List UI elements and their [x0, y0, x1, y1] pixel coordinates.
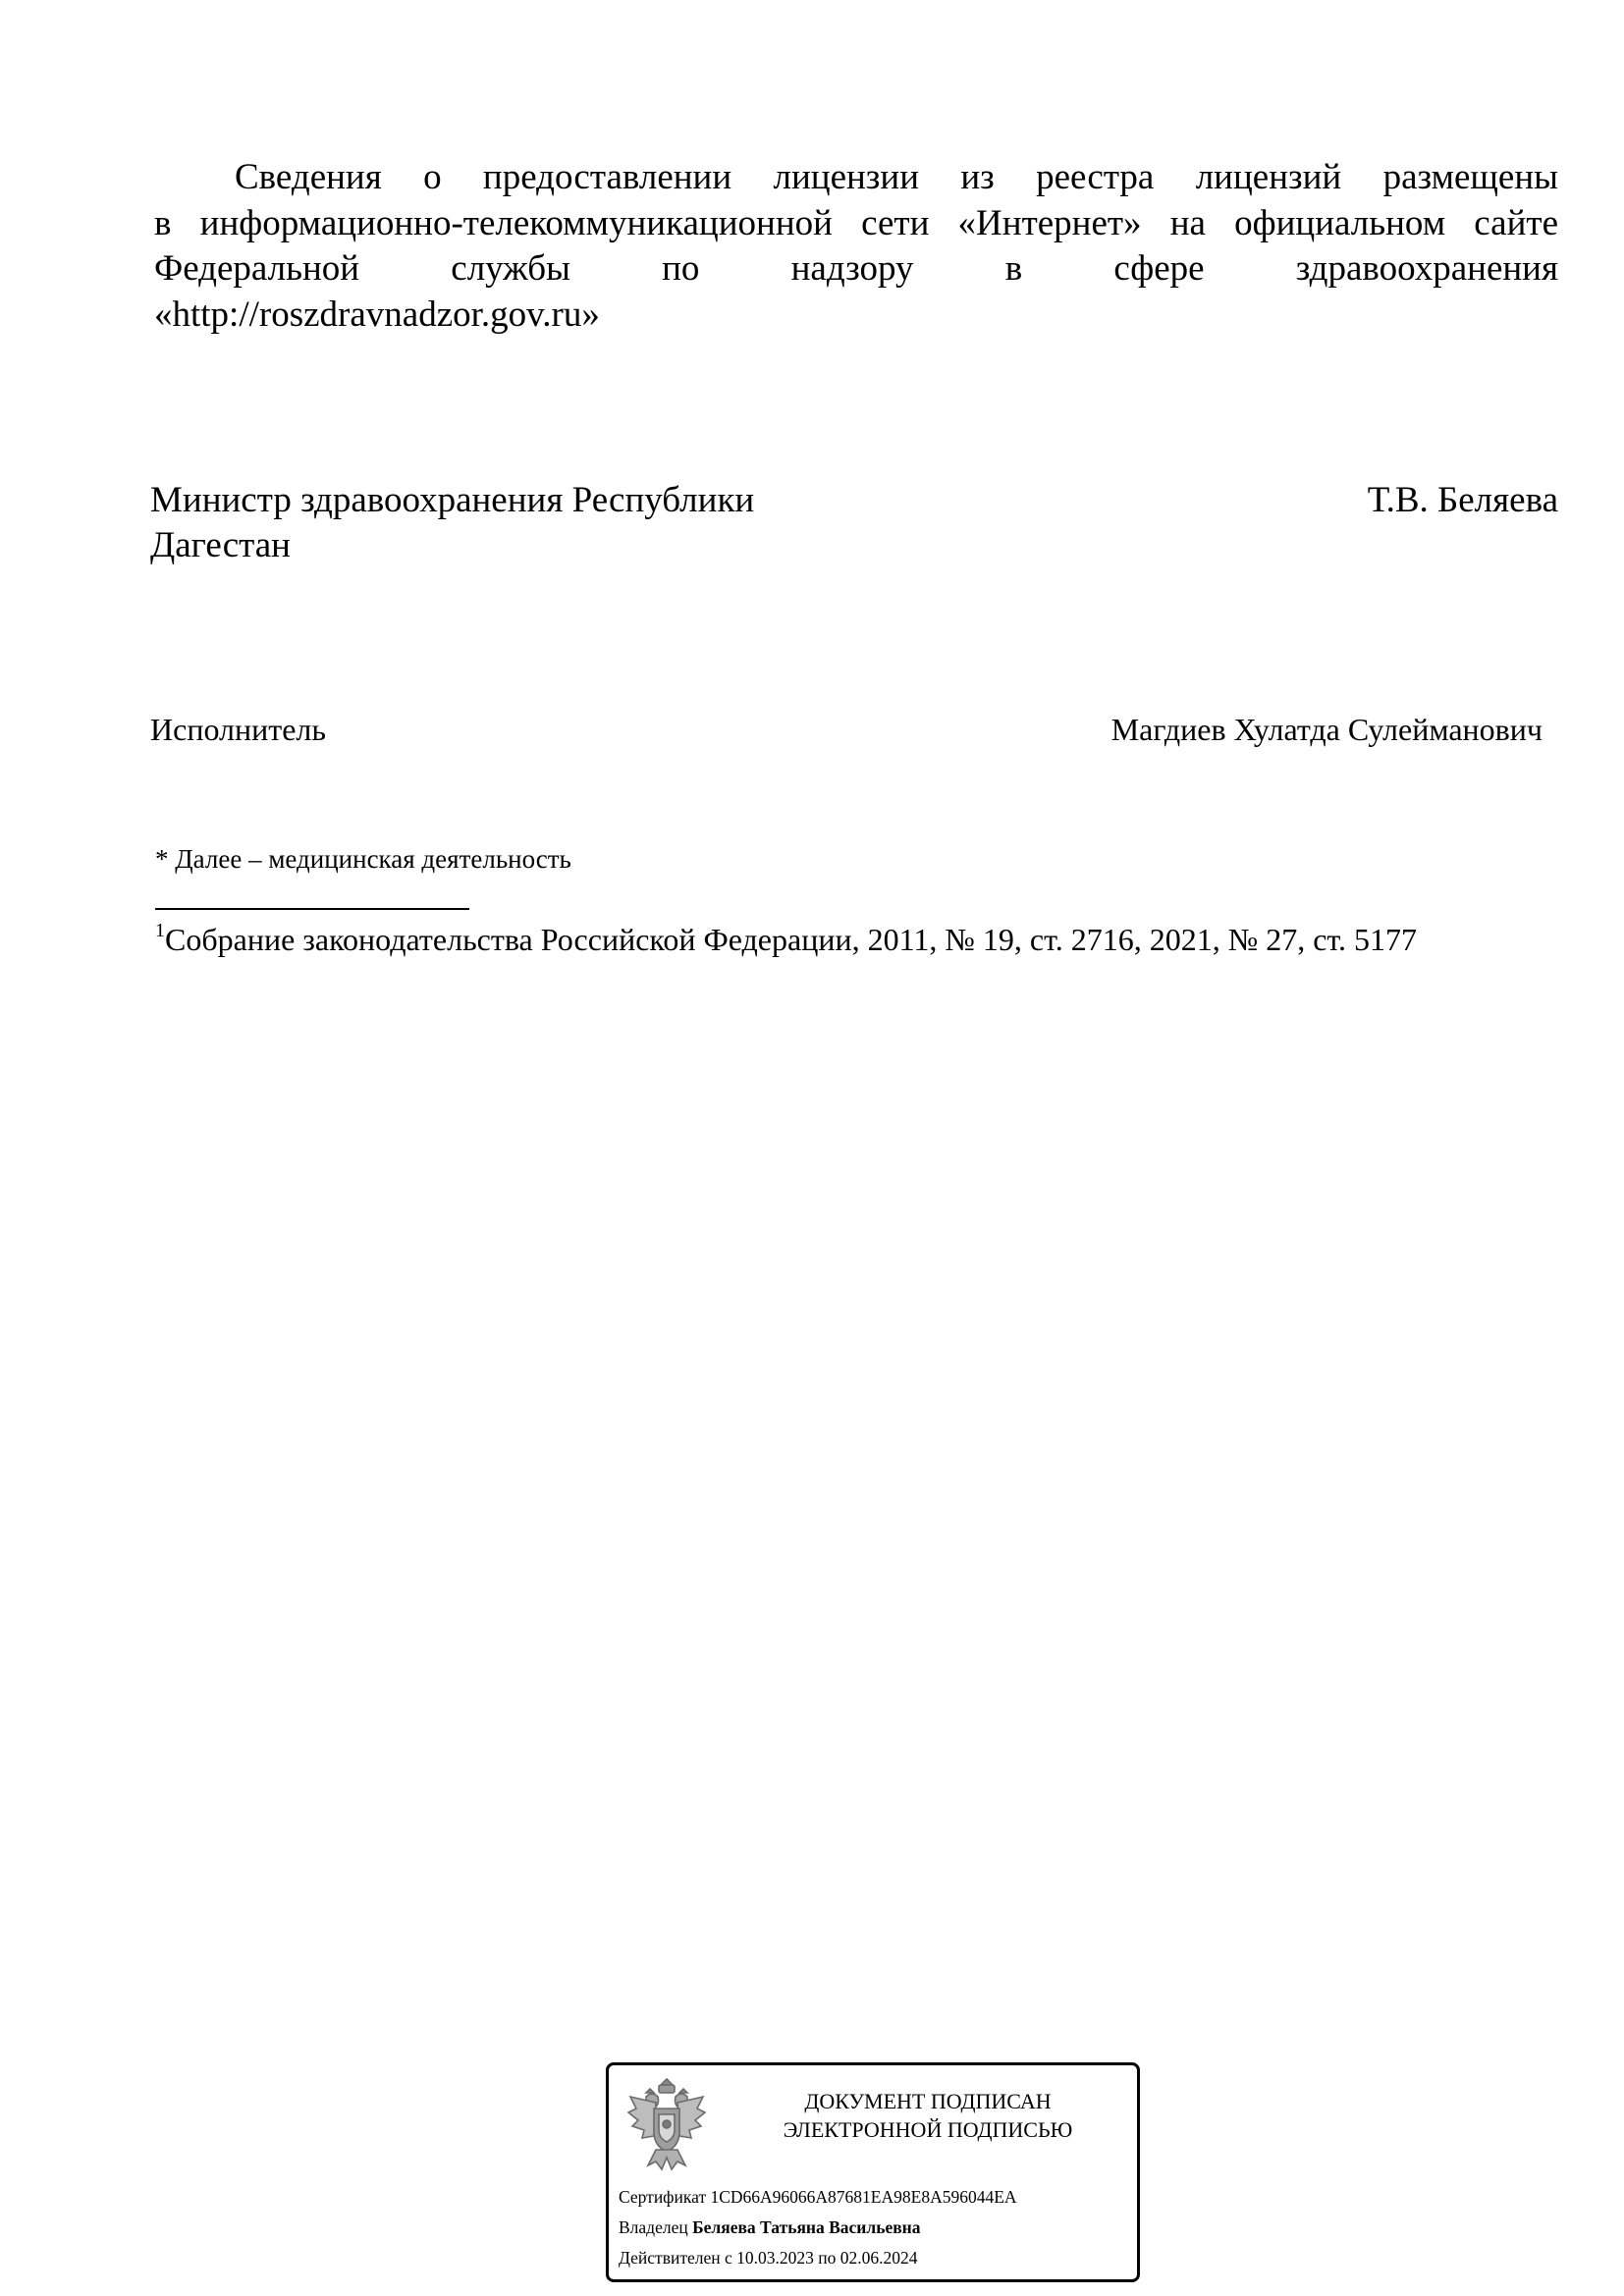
electronic-signature-stamp [606, 2062, 1140, 2282]
paragraph-line-4: «http://roszdravnadzor.gov.ru» [154, 294, 600, 335]
stamp-owner [619, 2216, 921, 2238]
paragraph-line-2: в информационно-телекоммуникационной сети «Интернет» на официальном сайте [154, 202, 1558, 243]
abbreviation-note: * Далее – медицинская деятельность [155, 844, 571, 874]
executor-label: Исполнитель [150, 712, 326, 747]
validity-label: Действителен [619, 2248, 721, 2268]
certificate-label: Сертификат [619, 2187, 707, 2207]
footnote-text: Собрание законодательства Российской Федерации, 2011, № 19, ст. 2716, 2021, № 27, ст. 5177 [165, 922, 1417, 957]
paragraph-line-3: Федеральной службы по надзору в сфере здравоохранения [154, 248, 1558, 289]
signatory-title [150, 478, 936, 568]
certificate-number: 1CD66A96066A87681EA98E8A596044EA [710, 2187, 1017, 2207]
valid-from-prefix: с [724, 2248, 732, 2268]
valid-to-prefix: по [818, 2248, 837, 2268]
owner-label: Владелец [619, 2217, 688, 2237]
stamp-title-line-2: ЭЛЕКТРОННОЙ ПОДПИСЬЮ [783, 2117, 1073, 2142]
coat-of-arms-icon [626, 2075, 707, 2173]
footnote-marker: 1 [155, 920, 165, 941]
executor-name: Магдиев Хулатда Сулейманович [1110, 712, 1543, 747]
stamp-validity [619, 2247, 918, 2269]
paragraph-line-1: Сведения о предоставлении лицензии из реестра лицензий размещены [235, 157, 1558, 197]
footnote-separator [155, 908, 469, 910]
signatory-title-line-1: Министр здравоохранения Республики [150, 480, 755, 520]
stamp-title [736, 2087, 1119, 2144]
valid-to-date: 02.06.2024 [839, 2248, 918, 2268]
license-info-paragraph [154, 155, 1558, 338]
signatory-title-line-2: Дагестан [150, 525, 291, 565]
stamp-certificate [619, 2186, 1017, 2208]
stamp-title-line-1: ДОКУМЕНТ ПОДПИСАН [804, 2089, 1052, 2113]
owner-name: Беляева Татьяна Васильевна [692, 2217, 921, 2237]
footnote [155, 920, 1417, 959]
valid-from-date: 10.03.2023 [736, 2248, 814, 2268]
signatory-name: Т.В. Беляева [1367, 480, 1558, 520]
